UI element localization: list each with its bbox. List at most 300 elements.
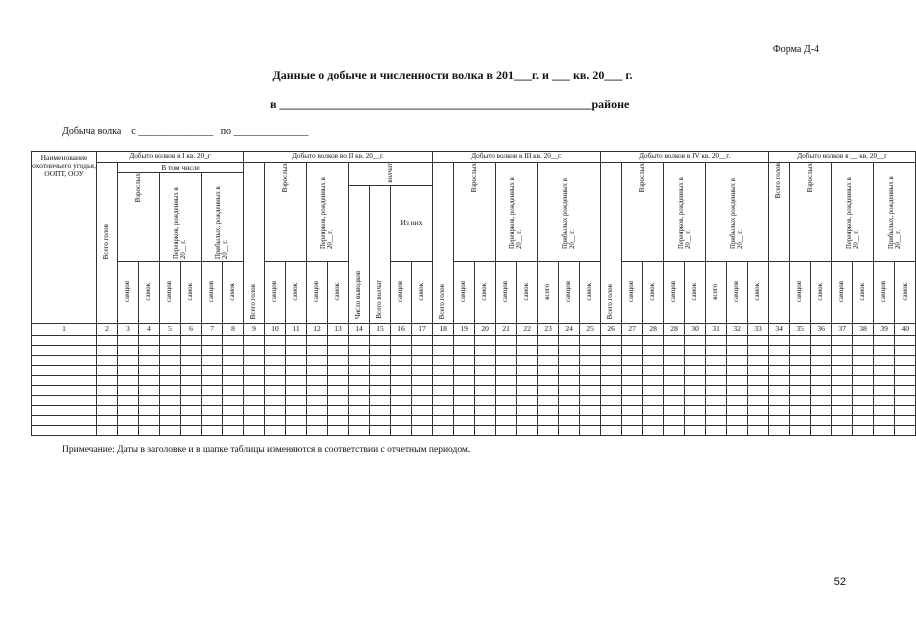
table-cell[interactable] (118, 395, 139, 405)
table-cell[interactable] (706, 345, 727, 355)
table-cell[interactable] (517, 395, 538, 405)
table-cell[interactable] (685, 375, 706, 385)
table-cell[interactable] (727, 365, 748, 375)
table-cell[interactable] (244, 335, 265, 345)
table-cell[interactable] (244, 425, 265, 435)
table-cell[interactable] (454, 415, 475, 425)
table-cell[interactable] (139, 395, 160, 405)
table-cell[interactable] (727, 425, 748, 435)
table-cell[interactable] (412, 385, 433, 395)
table-cell[interactable] (202, 395, 223, 405)
table-cell[interactable] (307, 405, 328, 415)
table-cell[interactable] (433, 335, 454, 345)
table-cell[interactable] (349, 395, 370, 405)
table-cell[interactable] (391, 425, 412, 435)
table-cell[interactable] (811, 355, 832, 365)
table-cell[interactable] (580, 425, 601, 435)
table-cell[interactable] (349, 335, 370, 345)
table-cell[interactable] (874, 365, 895, 375)
table-cell[interactable] (748, 375, 769, 385)
table-cell[interactable] (349, 415, 370, 425)
table-cell[interactable] (601, 355, 622, 365)
table-cell[interactable] (412, 365, 433, 375)
table-cell[interactable] (895, 345, 916, 355)
table-cell[interactable] (601, 345, 622, 355)
table-cell[interactable] (286, 415, 307, 425)
table-cell[interactable] (853, 335, 874, 345)
table-cell[interactable] (160, 415, 181, 425)
table-cell[interactable] (202, 345, 223, 355)
table-cell[interactable] (811, 395, 832, 405)
table-cell[interactable] (370, 335, 391, 345)
table-cell[interactable] (622, 375, 643, 385)
table-cell[interactable] (496, 385, 517, 395)
table-cell[interactable] (97, 355, 118, 365)
table-cell[interactable] (622, 385, 643, 395)
table-cell[interactable] (517, 355, 538, 365)
table-cell[interactable] (223, 355, 244, 365)
table-cell[interactable] (790, 365, 811, 375)
table-cell[interactable] (580, 365, 601, 375)
table-cell[interactable] (244, 395, 265, 405)
table-cell[interactable] (202, 385, 223, 395)
table-cell[interactable] (223, 345, 244, 355)
table-cell[interactable] (265, 345, 286, 355)
table-cell[interactable] (769, 425, 790, 435)
table-cell[interactable] (118, 365, 139, 375)
table-cell[interactable] (769, 395, 790, 405)
table-cell[interactable] (202, 415, 223, 425)
table-cell[interactable] (706, 365, 727, 375)
table-cell[interactable] (517, 415, 538, 425)
table-cell[interactable] (727, 375, 748, 385)
table-cell[interactable] (181, 385, 202, 395)
table-cell[interactable] (349, 365, 370, 375)
table-cell[interactable] (349, 375, 370, 385)
table-cell[interactable] (622, 355, 643, 365)
table-cell[interactable] (181, 415, 202, 425)
table-cell[interactable] (433, 425, 454, 435)
table-cell[interactable] (643, 375, 664, 385)
table-cell[interactable] (664, 405, 685, 415)
table-cell[interactable] (32, 405, 97, 415)
table-cell[interactable] (538, 405, 559, 415)
table-cell[interactable] (454, 425, 475, 435)
table-cell[interactable] (769, 405, 790, 415)
table-cell[interactable] (181, 395, 202, 405)
table-cell[interactable] (622, 415, 643, 425)
table-cell[interactable] (139, 425, 160, 435)
table-cell[interactable] (160, 335, 181, 345)
table-cell[interactable] (811, 345, 832, 355)
table-cell[interactable] (601, 365, 622, 375)
table-cell[interactable] (202, 355, 223, 365)
table-cell[interactable] (118, 355, 139, 365)
table-cell[interactable] (685, 385, 706, 395)
table-cell[interactable] (874, 385, 895, 395)
table-cell[interactable] (496, 425, 517, 435)
table-cell[interactable] (160, 405, 181, 415)
table-cell[interactable] (853, 395, 874, 405)
table-cell[interactable] (265, 405, 286, 415)
table-cell[interactable] (811, 365, 832, 375)
table-cell[interactable] (286, 365, 307, 375)
table-cell[interactable] (433, 355, 454, 365)
table-cell[interactable] (769, 365, 790, 375)
table-cell[interactable] (496, 355, 517, 365)
table-cell[interactable] (349, 385, 370, 395)
table-cell[interactable] (433, 405, 454, 415)
table-cell[interactable] (727, 385, 748, 395)
table-cell[interactable] (475, 335, 496, 345)
table-cell[interactable] (496, 405, 517, 415)
table-cell[interactable] (328, 355, 349, 365)
table-cell[interactable] (643, 355, 664, 365)
table-cell[interactable] (391, 355, 412, 365)
table-cell[interactable] (475, 405, 496, 415)
table-cell[interactable] (97, 335, 118, 345)
table-cell[interactable] (643, 425, 664, 435)
table-cell[interactable] (370, 355, 391, 365)
table-cell[interactable] (32, 355, 97, 365)
table-cell[interactable] (853, 385, 874, 395)
table-cell[interactable] (895, 365, 916, 375)
table-cell[interactable] (454, 355, 475, 365)
table-cell[interactable] (454, 385, 475, 395)
table-cell[interactable] (706, 395, 727, 405)
table-cell[interactable] (328, 395, 349, 405)
table-cell[interactable] (475, 345, 496, 355)
table-cell[interactable] (244, 375, 265, 385)
table-cell[interactable] (265, 335, 286, 345)
table-cell[interactable] (559, 385, 580, 395)
table-cell[interactable] (769, 335, 790, 345)
table-cell[interactable] (370, 395, 391, 405)
table-cell[interactable] (475, 365, 496, 375)
table-cell[interactable] (97, 385, 118, 395)
table-cell[interactable] (412, 335, 433, 345)
table-cell[interactable] (853, 365, 874, 375)
table-cell[interactable] (286, 395, 307, 405)
table-cell[interactable] (286, 385, 307, 395)
table-cell[interactable] (139, 375, 160, 385)
table-cell[interactable] (832, 395, 853, 405)
table-cell[interactable] (181, 405, 202, 415)
table-cell[interactable] (559, 415, 580, 425)
table-cell[interactable] (580, 415, 601, 425)
table-cell[interactable] (580, 345, 601, 355)
table-cell[interactable] (32, 385, 97, 395)
table-cell[interactable] (139, 335, 160, 345)
table-cell[interactable] (412, 355, 433, 365)
table-cell[interactable] (853, 425, 874, 435)
table-cell[interactable] (244, 405, 265, 415)
table-cell[interactable] (223, 395, 244, 405)
table-cell[interactable] (349, 425, 370, 435)
table-cell[interactable] (286, 375, 307, 385)
table-cell[interactable] (895, 425, 916, 435)
table-cell[interactable] (433, 415, 454, 425)
table-cell[interactable] (286, 425, 307, 435)
table-cell[interactable] (664, 385, 685, 395)
table-cell[interactable] (265, 365, 286, 375)
table-cell[interactable] (685, 425, 706, 435)
table-cell[interactable] (874, 395, 895, 405)
table-cell[interactable] (748, 425, 769, 435)
table-cell[interactable] (895, 395, 916, 405)
table-cell[interactable] (664, 415, 685, 425)
table-cell[interactable] (811, 405, 832, 415)
table-cell[interactable] (139, 385, 160, 395)
table-cell[interactable] (685, 395, 706, 405)
table-cell[interactable] (202, 425, 223, 435)
table-cell[interactable] (412, 345, 433, 355)
table-cell[interactable] (265, 355, 286, 365)
table-cell[interactable] (202, 405, 223, 415)
table-cell[interactable] (748, 365, 769, 375)
table-cell[interactable] (286, 335, 307, 345)
table-cell[interactable] (559, 345, 580, 355)
table-cell[interactable] (727, 345, 748, 355)
table-cell[interactable] (580, 335, 601, 345)
table-cell[interactable] (790, 405, 811, 415)
table-cell[interactable] (202, 335, 223, 345)
table-cell[interactable] (769, 375, 790, 385)
table-cell[interactable] (685, 345, 706, 355)
table-cell[interactable] (748, 335, 769, 345)
table-cell[interactable] (433, 385, 454, 395)
table-cell[interactable] (622, 395, 643, 405)
table-cell[interactable] (769, 385, 790, 395)
table-cell[interactable] (454, 395, 475, 405)
table-cell[interactable] (706, 355, 727, 365)
table-cell[interactable] (286, 405, 307, 415)
table-cell[interactable] (601, 335, 622, 345)
table-cell[interactable] (832, 355, 853, 365)
table-cell[interactable] (895, 355, 916, 365)
table-cell[interactable] (559, 405, 580, 415)
table-cell[interactable] (475, 355, 496, 365)
table-cell[interactable] (370, 405, 391, 415)
table-cell[interactable] (790, 355, 811, 365)
table-cell[interactable] (97, 425, 118, 435)
table-cell[interactable] (790, 385, 811, 395)
table-cell[interactable] (328, 335, 349, 345)
table-cell[interactable] (664, 425, 685, 435)
table-cell[interactable] (643, 365, 664, 375)
table-cell[interactable] (181, 425, 202, 435)
table-cell[interactable] (517, 365, 538, 375)
table-cell[interactable] (391, 415, 412, 425)
table-cell[interactable] (391, 365, 412, 375)
table-cell[interactable] (307, 345, 328, 355)
table-cell[interactable] (307, 395, 328, 405)
table-cell[interactable] (265, 385, 286, 395)
table-cell[interactable] (97, 395, 118, 405)
table-cell[interactable] (538, 395, 559, 405)
table-cell[interactable] (622, 345, 643, 355)
table-cell[interactable] (118, 405, 139, 415)
table-cell[interactable] (538, 425, 559, 435)
table-cell[interactable] (307, 415, 328, 425)
table-cell[interactable] (370, 425, 391, 435)
table-cell[interactable] (685, 415, 706, 425)
table-cell[interactable] (832, 345, 853, 355)
table-cell[interactable] (895, 385, 916, 395)
table-cell[interactable] (727, 405, 748, 415)
table-cell[interactable] (559, 365, 580, 375)
table-cell[interactable] (580, 395, 601, 405)
table-cell[interactable] (118, 415, 139, 425)
table-cell[interactable] (643, 335, 664, 345)
table-cell[interactable] (223, 415, 244, 425)
table-cell[interactable] (496, 335, 517, 345)
table-cell[interactable] (97, 365, 118, 375)
table-cell[interactable] (685, 405, 706, 415)
table-cell[interactable] (244, 385, 265, 395)
table-cell[interactable] (454, 375, 475, 385)
table-cell[interactable] (832, 365, 853, 375)
table-cell[interactable] (538, 355, 559, 365)
table-cell[interactable] (832, 425, 853, 435)
table-cell[interactable] (748, 415, 769, 425)
table-cell[interactable] (32, 375, 97, 385)
table-cell[interactable] (265, 395, 286, 405)
table-cell[interactable] (160, 365, 181, 375)
table-cell[interactable] (349, 345, 370, 355)
table-cell[interactable] (328, 345, 349, 355)
table-cell[interactable] (538, 335, 559, 345)
table-cell[interactable] (559, 355, 580, 365)
table-cell[interactable] (328, 365, 349, 375)
table-cell[interactable] (118, 385, 139, 395)
table-cell[interactable] (685, 355, 706, 365)
table-cell[interactable] (370, 365, 391, 375)
table-cell[interactable] (118, 345, 139, 355)
table-cell[interactable] (601, 385, 622, 395)
table-cell[interactable] (454, 365, 475, 375)
table-cell[interactable] (727, 395, 748, 405)
table-cell[interactable] (853, 405, 874, 415)
table-cell[interactable] (790, 395, 811, 405)
table-cell[interactable] (664, 365, 685, 375)
table-cell[interactable] (475, 385, 496, 395)
table-cell[interactable] (118, 335, 139, 345)
table-cell[interactable] (244, 345, 265, 355)
table-cell[interactable] (328, 415, 349, 425)
table-cell[interactable] (181, 355, 202, 365)
table-cell[interactable] (538, 365, 559, 375)
table-cell[interactable] (853, 355, 874, 365)
table-cell[interactable] (328, 405, 349, 415)
table-cell[interactable] (874, 355, 895, 365)
table-cell[interactable] (454, 405, 475, 415)
table-cell[interactable] (349, 405, 370, 415)
table-cell[interactable] (811, 385, 832, 395)
table-cell[interactable] (664, 335, 685, 345)
table-cell[interactable] (244, 355, 265, 365)
table-cell[interactable] (496, 395, 517, 405)
table-cell[interactable] (328, 375, 349, 385)
table-cell[interactable] (853, 345, 874, 355)
table-cell[interactable] (748, 355, 769, 365)
table-cell[interactable] (622, 425, 643, 435)
table-cell[interactable] (664, 345, 685, 355)
table-cell[interactable] (874, 375, 895, 385)
table-cell[interactable] (748, 395, 769, 405)
table-cell[interactable] (139, 405, 160, 415)
table-cell[interactable] (307, 375, 328, 385)
table-cell[interactable] (769, 355, 790, 365)
table-cell[interactable] (517, 375, 538, 385)
table-cell[interactable] (601, 375, 622, 385)
table-cell[interactable] (538, 415, 559, 425)
table-cell[interactable] (601, 395, 622, 405)
table-cell[interactable] (790, 345, 811, 355)
table-cell[interactable] (853, 415, 874, 425)
table-cell[interactable] (181, 375, 202, 385)
table-cell[interactable] (496, 375, 517, 385)
table-cell[interactable] (97, 405, 118, 415)
table-cell[interactable] (706, 425, 727, 435)
table-cell[interactable] (412, 425, 433, 435)
table-cell[interactable] (139, 415, 160, 425)
table-cell[interactable] (664, 355, 685, 365)
table-cell[interactable] (244, 365, 265, 375)
table-cell[interactable] (475, 395, 496, 405)
table-cell[interactable] (160, 345, 181, 355)
table-cell[interactable] (685, 335, 706, 345)
table-cell[interactable] (160, 385, 181, 395)
table-cell[interactable] (580, 385, 601, 395)
table-cell[interactable] (517, 335, 538, 345)
table-cell[interactable] (643, 345, 664, 355)
table-cell[interactable] (790, 375, 811, 385)
table-cell[interactable] (538, 385, 559, 395)
table-cell[interactable] (559, 395, 580, 405)
table-cell[interactable] (139, 365, 160, 375)
table-cell[interactable] (328, 425, 349, 435)
table-cell[interactable] (202, 365, 223, 375)
table-cell[interactable] (664, 395, 685, 405)
table-cell[interactable] (391, 345, 412, 355)
table-cell[interactable] (643, 395, 664, 405)
table-cell[interactable] (559, 375, 580, 385)
table-cell[interactable] (181, 365, 202, 375)
table-cell[interactable] (643, 405, 664, 415)
table-cell[interactable] (790, 415, 811, 425)
table-cell[interactable] (874, 415, 895, 425)
table-cell[interactable] (685, 365, 706, 375)
table-cell[interactable] (118, 425, 139, 435)
table-cell[interactable] (580, 355, 601, 365)
table-cell[interactable] (97, 415, 118, 425)
table-cell[interactable] (811, 415, 832, 425)
table-cell[interactable] (32, 365, 97, 375)
table-cell[interactable] (559, 425, 580, 435)
table-cell[interactable] (580, 375, 601, 385)
table-cell[interactable] (769, 345, 790, 355)
table-cell[interactable] (32, 395, 97, 405)
table-cell[interactable] (517, 425, 538, 435)
table-cell[interactable] (748, 345, 769, 355)
table-cell[interactable] (832, 405, 853, 415)
table-cell[interactable] (181, 335, 202, 345)
table-cell[interactable] (160, 375, 181, 385)
table-cell[interactable] (790, 335, 811, 345)
table-cell[interactable] (307, 425, 328, 435)
table-cell[interactable] (811, 375, 832, 385)
